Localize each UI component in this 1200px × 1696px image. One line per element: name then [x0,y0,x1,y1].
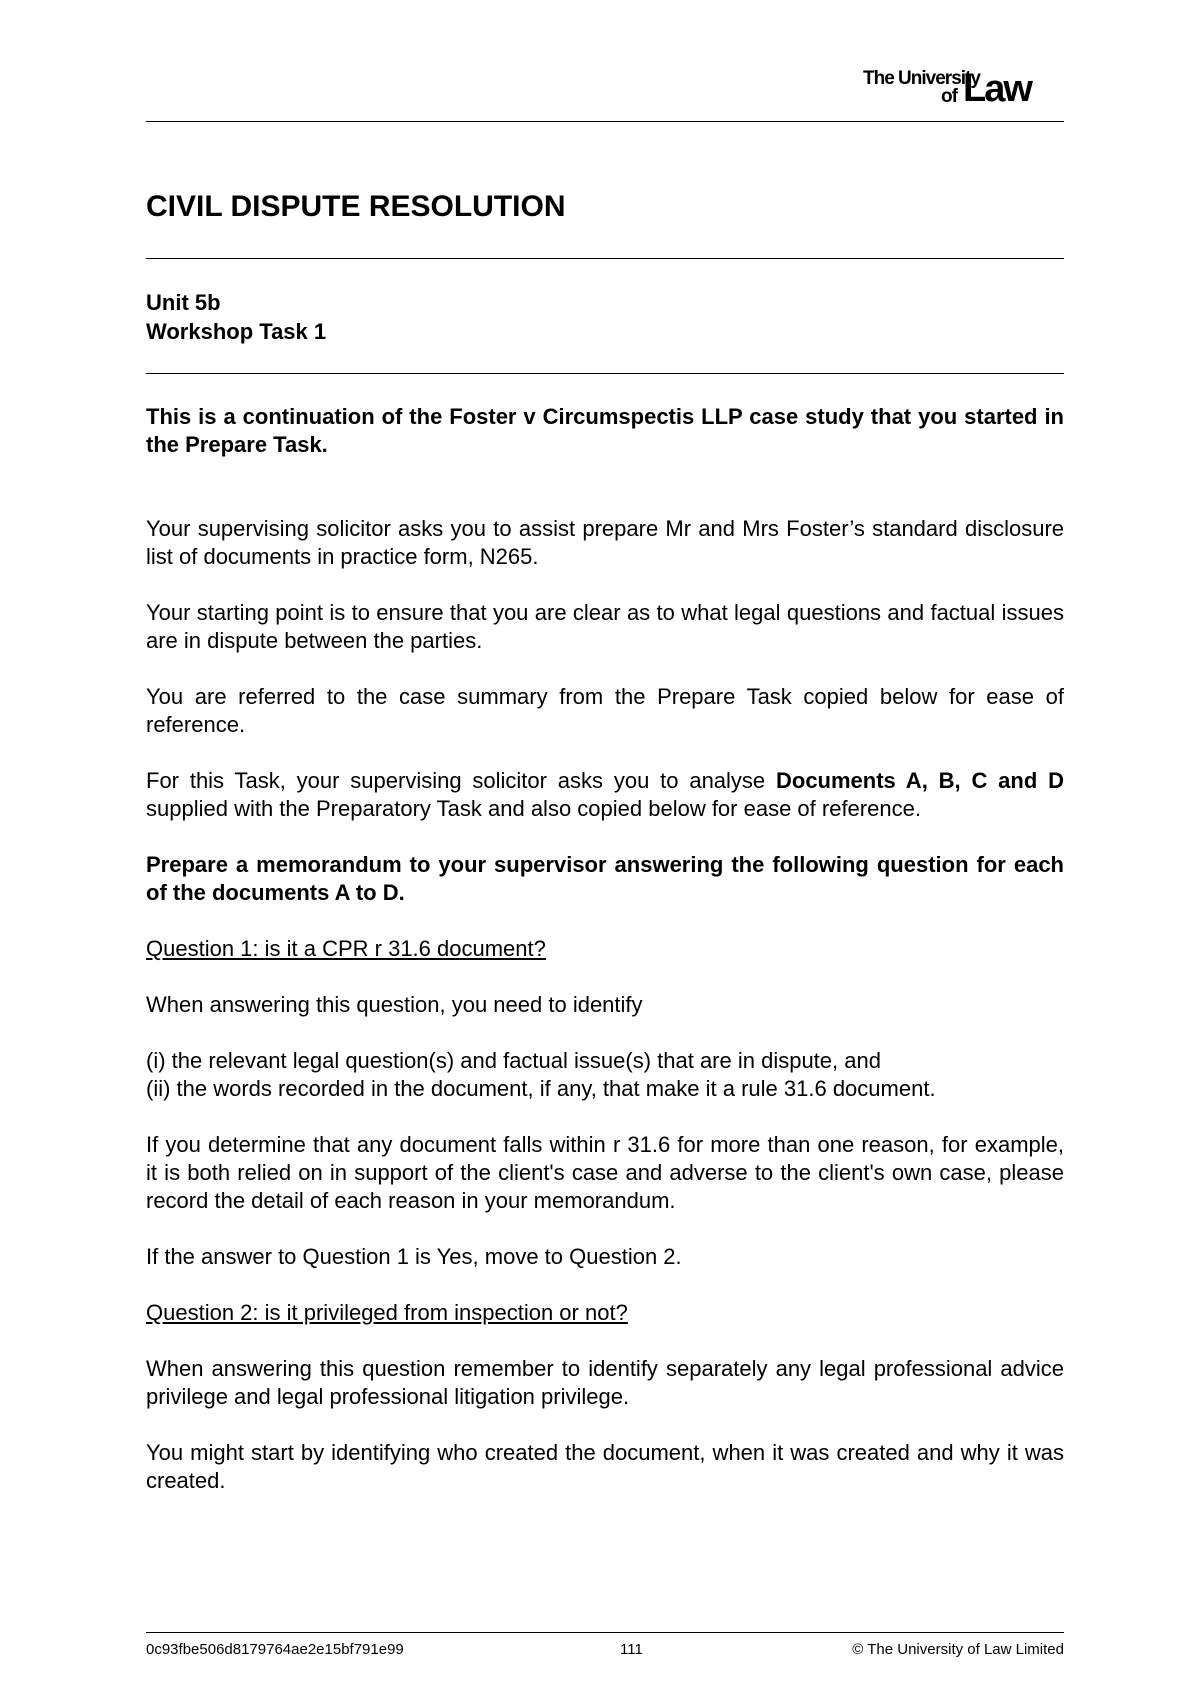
question-1-next: If the answer to Question 1 is Yes, move to Question 2. [146,1244,682,1269]
question-1-paragraph: If you determine that any document falls within r 31.6 for more than one reason, for example, it is both relied on in support of the client's case and adverse to the client's own case, please record the detail of each reason in your memorandum. [146,1132,1064,1213]
question-2-paragraph-2: You might start by identifying who created the document, when it was created and why it was created. [146,1440,1064,1493]
logo-line3: Law [963,68,1031,110]
question-1-heading: Question 1: is it a CPR r 31.6 document? [146,936,546,961]
paragraph-1: Your supervising solicitor asks you to assist prepare Mr and Mrs Foster’s standard disclosure list of documents in practice form, N265. [146,516,1064,569]
document-code: 0c93fbe506d8179764ae2e15bf791e99 [146,1641,404,1658]
question-1-intro: When answering this question, you need to identify [146,992,643,1017]
paragraph-4-pre: For this Task, your supervising solicitor asks you to analyse [146,768,776,793]
logo-line1: The University [863,68,980,89]
paragraph-3: You are referred to the case summary from the Prepare Task copied below for ease of reference. [146,684,1064,737]
question-1-item-1: (i) the relevant legal question(s) and factual issue(s) that are in dispute, and [146,1048,881,1073]
task-body [146,403,1064,1523]
paragraph-2: Your starting point is to ensure that you are clear as to what legal questions and factual issues are in dispute between the parties. [146,600,1064,653]
copyright-notice: © The University of Law Limited [852,1641,1064,1658]
page-title: CIVIL DISPUTE RESOLUTION [146,190,566,223]
logo-line2: of [941,86,957,107]
footer-divider [146,1632,1064,1633]
question-2-heading: Question 2: is it privileged from inspection or not? [146,1300,628,1325]
documents-emphasis: Documents A, B, C and D [776,768,1065,793]
intro-paragraph: This is a continuation of the Foster v Circumspectis LLP case study that you started in the Prepare Task. [146,404,1064,457]
task-label: Workshop Task 1 [146,319,327,344]
subhead-divider [146,373,1064,374]
paragraph-4-post: supplied with the Preparatory Task and also copied below for ease of reference. [146,796,921,821]
instruction-paragraph: Prepare a memorandum to your supervisor answering the following question for each of the documents A to D. [146,852,1064,905]
paragraph-4 [146,767,1064,823]
question-1-item-2: (ii) the words recorded in the document, if any, that make it a rule 31.6 document. [146,1076,936,1101]
university-logo [863,68,1063,108]
header-divider [146,121,1064,122]
unit-label: Unit 5b [146,290,221,315]
page-number: 111 [620,1641,643,1658]
question-2-paragraph: When answering this question remember to identify separately any legal professional advice privilege and legal professional litigation privilege. [146,1356,1064,1409]
title-divider [146,258,1064,259]
unit-heading [146,288,326,346]
